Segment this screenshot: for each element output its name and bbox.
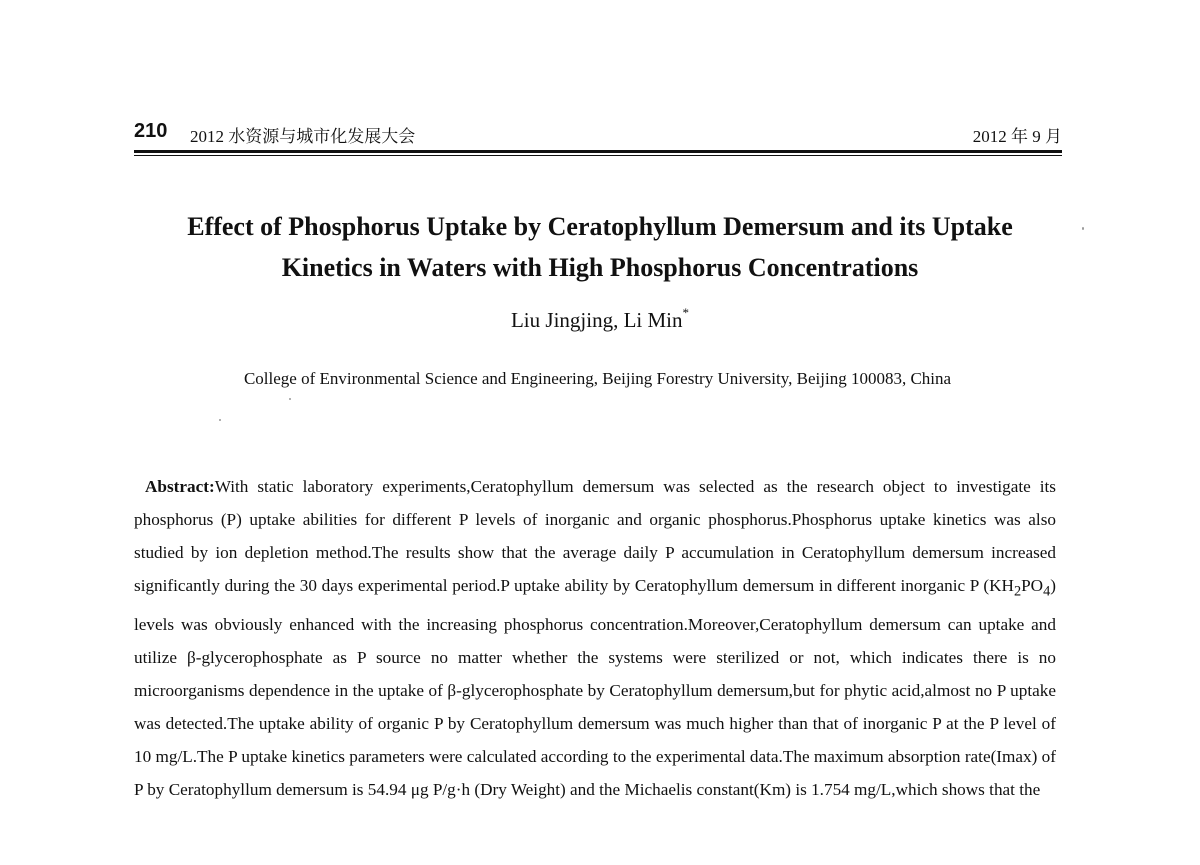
scan-speck bbox=[1082, 227, 1084, 230]
running-header bbox=[134, 118, 1062, 148]
header-rule-thin bbox=[134, 155, 1062, 156]
abstract-text-1: With static laboratory experiments,Ceratophyllum demersum was selected as the research object to investigate its phosphorus (P) uptake abilities for different P levels of inorganic and organic phosphorus.Phosphorus uptake kinetics was also studied by ion depletion method.The results show that the average daily P accumulation in Ceratophyllum demersum increased significantly during the 30 days experimental period.P uptake ability by Ceratophyllum demersum in different inorganic P (KH bbox=[134, 477, 1056, 595]
publication-date: 2012 年 9 月 bbox=[972, 127, 1062, 146]
author-list bbox=[0, 307, 1200, 333]
abstract-text-2: PO bbox=[1021, 576, 1044, 595]
affiliation: College of Environmental Science and Engineering, Beijing Forestry University, Beijing 100083, China bbox=[243, 369, 952, 388]
abstract bbox=[134, 470, 1056, 806]
paper-title bbox=[100, 206, 1100, 288]
subscript-h2: 2 bbox=[1013, 583, 1022, 600]
journal-title: 2012 水资源与城市化发展大会 bbox=[190, 127, 416, 146]
abstract-text-3: ) levels was obviously enhanced with the increasing phosphorus concentration.Moreover,Ceratophyllum demersum can uptake and utilize β-glycerophosphate as P source no matter whether the systems were sterilized or not, which indicates there is no microorganisms dependence in the uptake of β-glycerophosphate by Ceratophyllum demersum,but for phytic acid,almost no P uptake was detected.The uptake ability of organic P by Ceratophyllum demersum was much higher than that of inorganic P at the P level of 10 mg/L.The P uptake kinetics parameters were calculated according to the experimental data.The maximum absorption rate(Imax) of P by Ceratophyllum demersum is 54.94 μg P/g·h (Dry Weight) and the Michaelis constant(Km) is 1.754 mg/L,which shows that the bbox=[134, 576, 1056, 800]
page-number: 210 bbox=[134, 120, 168, 142]
author-names: Liu Jingjing, Li Min bbox=[510, 308, 683, 332]
abstract-label: Abstract: bbox=[145, 477, 215, 496]
title-line-1: Effect of Phosphorus Uptake by Ceratophyllum Demersum and its Uptake bbox=[187, 212, 1013, 241]
scan-speck bbox=[219, 419, 221, 421]
header-rule-thick bbox=[134, 150, 1062, 153]
subscript-o4: 4 bbox=[1043, 583, 1051, 600]
corresponding-author-mark: * bbox=[682, 305, 689, 320]
title-line-2: Kinetics in Waters with High Phosphorus Concentrations bbox=[281, 253, 919, 282]
scan-speck bbox=[289, 398, 291, 400]
